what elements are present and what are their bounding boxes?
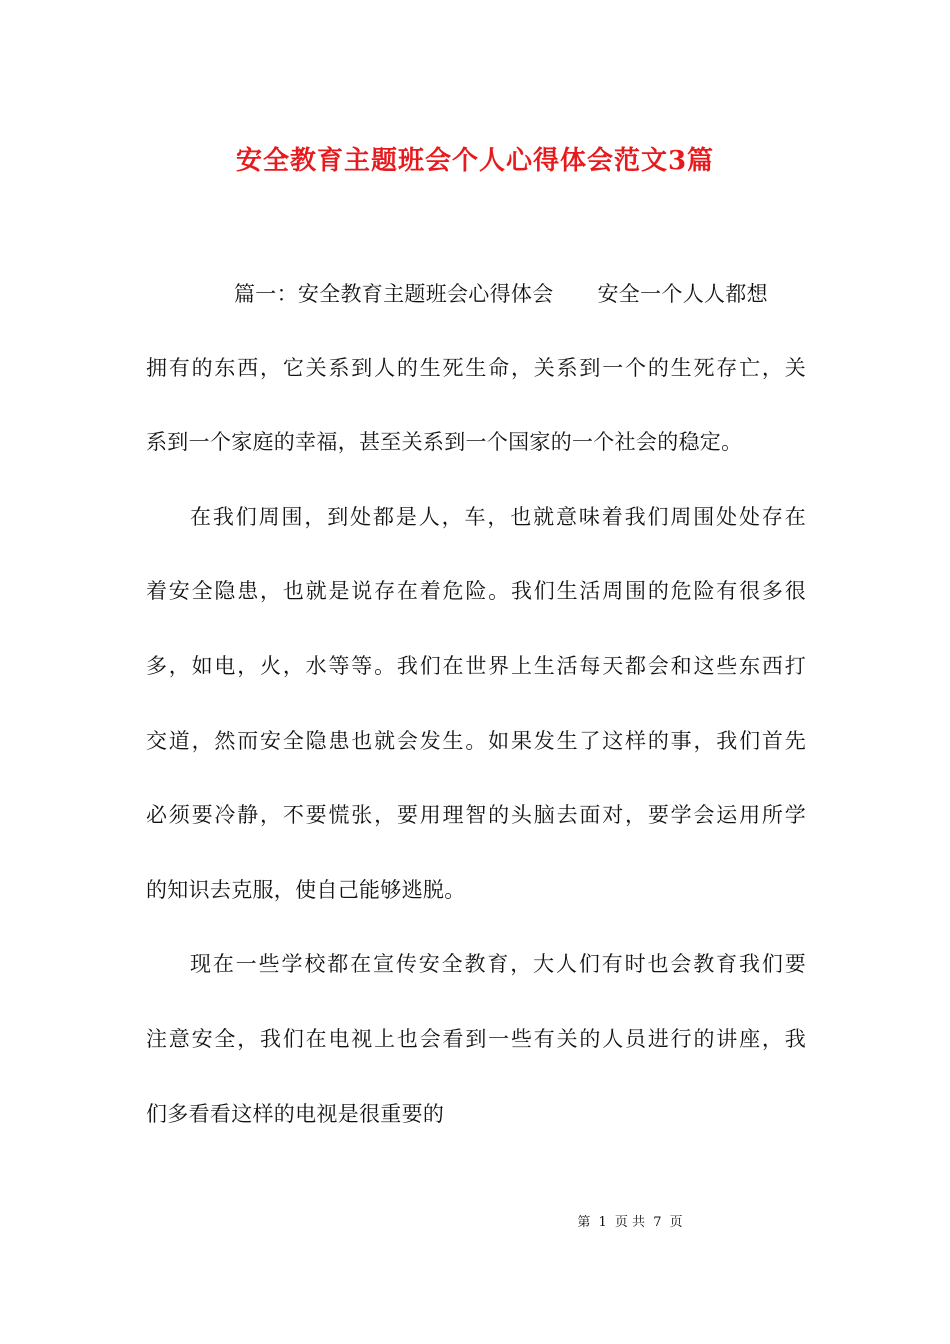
paragraph-1-lead: 安全一个人人都想 [597, 282, 768, 306]
page-current: 1 [598, 1215, 607, 1230]
page-footer [0, 1211, 950, 1230]
paragraph-line: 多，如电，火，水等等。我们在世界上生活每天都会和这些东西打 [146, 654, 806, 678]
page-suffix: 页 [669, 1215, 683, 1230]
paragraph-line: 着安全隐患，也就是说存在着危险。我们生活周围的危险有很多很 [146, 579, 806, 603]
paragraph-line: 现在一些学校都在宣传安全教育，大人们有时也会教育我们要 [190, 952, 806, 976]
section-heading: 篇一：安全教育主题班会心得体会 [234, 282, 554, 306]
paragraph-line: 在我们周围，到处都是人，车，也就意味着我们周围处处存在 [190, 505, 806, 529]
page-prefix: 第 [577, 1215, 591, 1230]
paragraph-line: 注意安全，我们在电视上也会看到一些有关的人员进行的讲座，我 [146, 1027, 806, 1051]
paragraph-line: 的知识去克服，使自己能够逃脱。 [146, 878, 466, 902]
document-title: 安全教育主题班会个人心得体会范文3篇 [235, 146, 715, 176]
paragraph-1-line-1 [146, 281, 806, 307]
paragraph-line: 拥有的东西，它关系到人的生死生命，关系到一个的生死存亡，关 [146, 356, 806, 380]
page-mid: 页 共 [614, 1215, 646, 1230]
paragraph-line: 交道，然而安全隐患也就会发生。如果发生了这样的事，我们首先 [146, 729, 806, 753]
paragraph-line: 必须要冷静，不要慌张，要用理智的头脑去面对，要学会运用所学 [146, 803, 806, 827]
paragraph-line: 们多看看这样的电视是很重要的 [146, 1102, 445, 1126]
paragraph-line: 系到一个家庭的幸福，甚至关系到一个国家的一个社会的稳定。 [146, 430, 743, 454]
page-total: 7 [653, 1215, 662, 1230]
